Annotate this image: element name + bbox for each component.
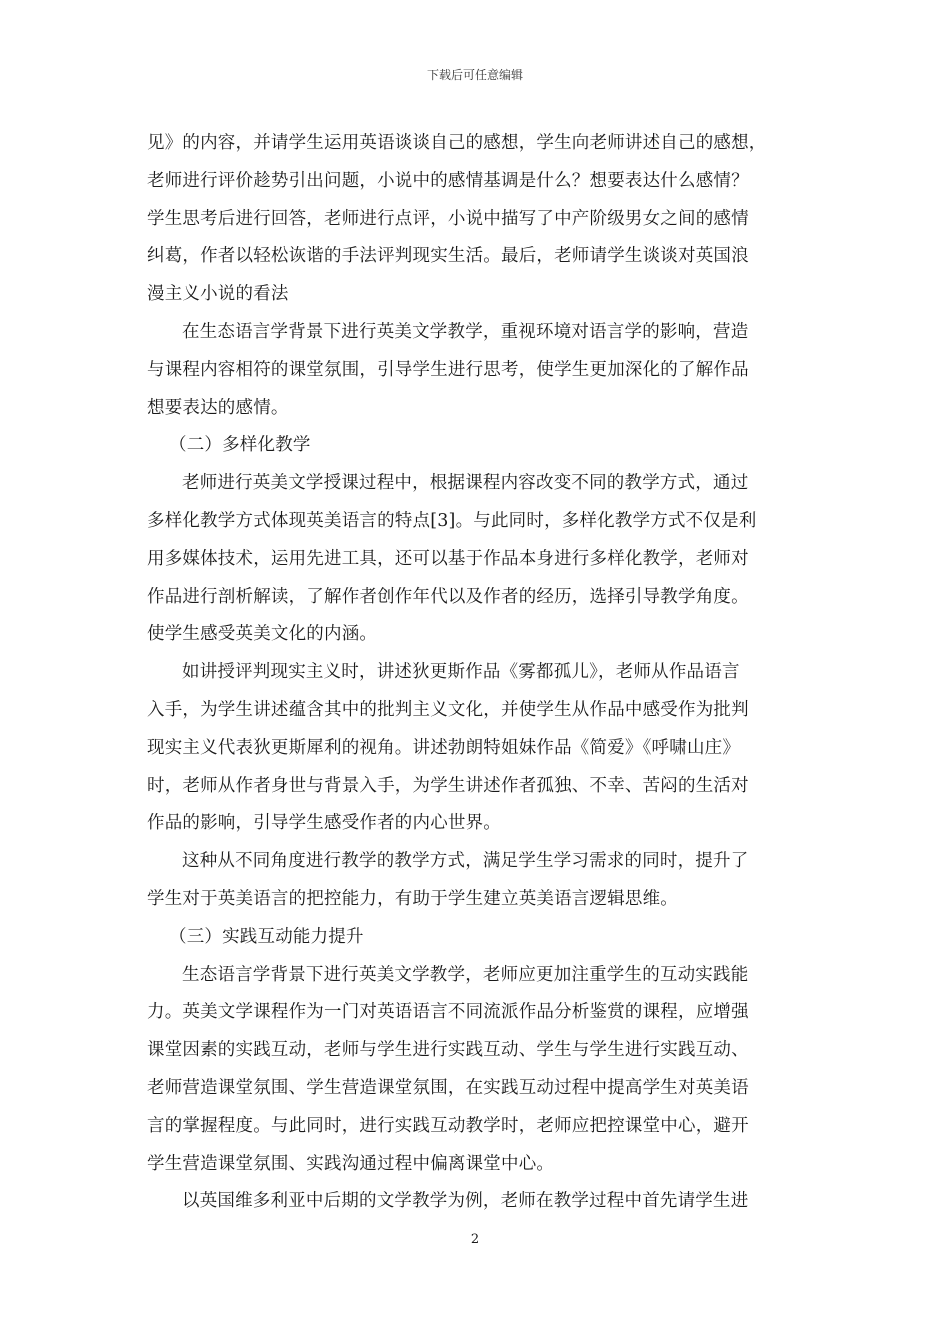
paragraph [147, 843, 807, 919]
page-header: 下载后可任意编辑 [426, 68, 523, 82]
text-line: 使学生感受英美文化的内涵。 [147, 624, 378, 645]
text-line: 用多媒体技术，运用先进工具，还可以基于作品本身进行多样化教学，老师对 [147, 548, 749, 569]
text-line: 学生对于英美语言的把控能力，有助于学生建立英美语言逻辑思维。 [147, 888, 678, 909]
text-line: 作品的影响，引导学生感受作者的内心世界。 [147, 813, 501, 834]
paragraph [147, 314, 807, 427]
paragraph [147, 654, 807, 843]
text-line: 时，老师从作者身世与背景入手，为学生讲述作者孤独、不幸、苦闷的生活对 [147, 775, 749, 796]
text-line: 纠葛，作者以轻松诙谐的手法评判现实生活。最后，老师请学生谈谈对英国浪 [147, 246, 749, 267]
text-line: 与课程内容相符的课堂氛围，引导学生进行思考，使学生更加深化的了解作品 [147, 359, 749, 380]
document-body [147, 125, 807, 1221]
paragraph [147, 957, 807, 1184]
paragraph-continued [147, 125, 807, 314]
text-line: 学生营造课堂氛围、实践沟通过程中偏离课堂中心。 [147, 1153, 555, 1174]
text-line: 言的掌握程度。与此同时，进行实践互动教学时，老师应把控课堂中心，避开 [147, 1115, 749, 1136]
text-line: 作品进行剖析解读，了解作者创作年代以及作者的经历，选择引导教学角度。 [147, 586, 749, 607]
text-line: 力。英美文学课程作为一门对英语语言不同流派作品分析鉴赏的课程，应增强 [147, 1002, 749, 1023]
text-line: 如讲授评判现实主义时，讲述狄更斯作品《雾都孤儿》，老师从作品语言 [182, 662, 740, 683]
text-line: 现实主义代表狄更斯犀利的视角。讲述勃朗特姐妹作品《简爱》《呼啸山庄》 [147, 737, 741, 758]
text-line: 入手，为学生讲述蕴含其中的批判主义文化，并使学生从作品中感受作为批判 [147, 699, 749, 720]
text-line: 课堂因素的实践互动，老师与学生进行实践互动、学生与学生进行实践互动、 [147, 1040, 749, 1061]
text-line: 老师进行评价趁势引出问题，小说中的感情基调是什么？想要表达什么感情？ [147, 170, 749, 191]
text-line: 学生思考后进行回答，老师进行点评，小说中描写了中产阶级男女之间的感情 [147, 208, 749, 229]
text-line: 见》的内容，并请学生运用英语谈谈自己的感想，学生向老师讲述自己的感想， [147, 133, 767, 153]
text-line: 漫主义小说的看法 [147, 284, 289, 305]
text-line: 想要表达的感情。 [147, 397, 289, 418]
text-line: 多样化教学方式体现英美语言的特点[3]。与此同时，多样化教学方式不仅是利 [147, 510, 757, 531]
text-line: 老师进行英美文学授课过程中，根据课程内容改变不同的教学方式，通过 [182, 473, 749, 494]
paragraph [147, 465, 807, 654]
text-line: 以英国维多利亚中后期的文学教学为例，老师在教学过程中首先请学生进 [182, 1191, 749, 1212]
text-line: 在生态语言学背景下进行英美文学教学，重视环境对语言学的影响，营造 [182, 321, 749, 342]
page-number: 2 [470, 1232, 480, 1247]
section-heading: （三）实践互动能力提升 [169, 926, 364, 947]
text-line: 老师营造课堂氛围、学生营造课堂氛围，在实践互动过程中提高学生对英美语 [147, 1077, 749, 1098]
paragraph [147, 1183, 807, 1221]
text-line: 生态语言学背景下进行英美文学教学，老师应更加注重学生的互动实践能 [182, 964, 749, 985]
section-heading: （二）多样化教学 [169, 435, 311, 456]
text-line: 这种从不同角度进行教学的教学方式，满足学生学习需求的同时，提升了 [182, 851, 749, 872]
